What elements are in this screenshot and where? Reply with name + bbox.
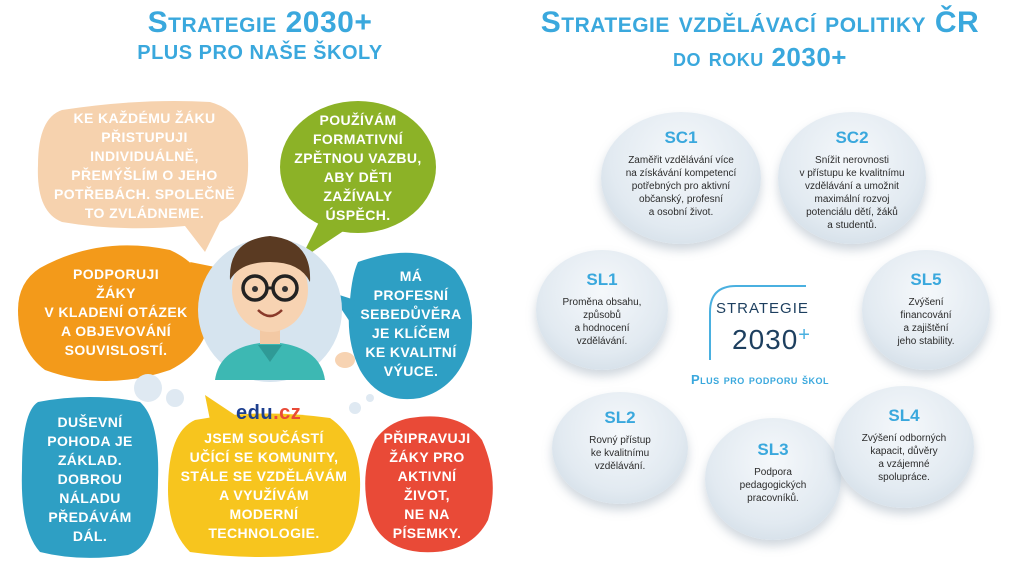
goal-sc2	[778, 112, 926, 244]
edu-logo-main: edu	[236, 402, 274, 424]
goal-code: SL3	[757, 440, 789, 459]
edu-logo-tld: .cz	[273, 402, 302, 424]
strategie-logo-word: STRATEGIE	[716, 300, 809, 317]
bubble-individual-approach	[42, 110, 247, 222]
goal-text: Podpora pedagogických pracovníků.	[739, 467, 807, 504]
bubble-text: JSEM SOUČÁSTÍ UČÍCÍ SE KOMUNITY, STÁLE SE VZDĚLÁVÁM A VYUŽÍVÁM MODERNÍ TECHNOLOGIE.	[180, 430, 348, 541]
goal-code: SC2	[835, 128, 869, 147]
goal-text: Snížit nerovnosti v přístupu ke kvalitnímu vzdělávání a umožnit maximální rozvoj potenciálu dětí, žáků a studentů.	[799, 155, 905, 231]
bubble-active-life	[364, 420, 490, 552]
center-tagline: Plus pro podporu škol	[690, 372, 829, 387]
thought-dot-3	[349, 402, 361, 414]
right-subtitle: do roku 2030+	[673, 42, 847, 72]
thought-dot-2	[166, 389, 184, 407]
right-title: Strategie vzdělávací politiky ČR	[540, 6, 980, 39]
bubble-support-questions	[22, 250, 210, 375]
left-title: Strategie 2030+	[147, 6, 373, 39]
bubble-text: PODPORUJI ŽÁKY V KLADENÍ OTÁZEK A OBJEVOVÁNÍ SOUVISLOSTÍ.	[44, 266, 188, 358]
goal-sc1	[601, 112, 761, 244]
goal-text: Zvýšení financování a zajištění jeho stability.	[897, 297, 955, 347]
strategie-logo-year-group	[732, 324, 811, 356]
strategie-logo-year: 2030	[732, 324, 799, 355]
goal-code: SL5	[910, 270, 942, 289]
bubble-formative-feedback	[282, 106, 434, 230]
bubble-text: PŘIPRAVUJI ŽÁKY PRO AKTIVNÍ ŽIVOT, NE NA PÍSEMKY.	[383, 430, 471, 541]
goal-code: SL1	[586, 270, 618, 289]
bubble-text: DUŠEVNÍ POHODA JE ZÁKLAD. DOBROU NÁLADU PŘEDÁVÁM DÁL.	[47, 413, 133, 544]
bubble-text: MÁ PROFESNÍ SEBEDŮVĚRA JE KLÍČEM KE KVALITNÍ VÝUCE.	[360, 268, 462, 379]
goal-text: Proměna obsahu, způsobů a hodnocení vzdělávání.	[562, 297, 642, 347]
goal-sl1	[536, 250, 668, 370]
goal-code: SL2	[604, 408, 636, 427]
goal-sl3	[705, 418, 841, 540]
goal-code: SL4	[888, 406, 920, 425]
thought-dot-4	[366, 394, 374, 402]
bubble-learning-community	[168, 420, 360, 552]
goal-text: Zvýšení odborných kapacit, důvěry a vzájemné spolupráce.	[861, 433, 947, 483]
goal-code: SC1	[664, 128, 698, 147]
bubble-wellbeing	[22, 404, 158, 554]
bubble-text: KE KAŽDÉMU ŽÁKU PŘISTUPUJI INDIVIDUÁLNĚ, PŘEMÝŠLÍM O JEHO POTŘEBÁCH. SPOLEČNĚ TO ZVLÁDNEME.	[53, 110, 236, 221]
left-subtitle: PLUS PRO NAŠE ŠKOLY	[137, 42, 383, 64]
strategie-logo-plus: +	[798, 324, 811, 346]
bubble-text: POUŽÍVÁM FORMATIVNÍ ZPĚTNOU VAZBU, ABY DĚTI ZAŽÍVALY ÚSPĚCH.	[294, 112, 422, 223]
bubble-professional-confidence	[352, 255, 470, 393]
goal-sl5	[862, 250, 990, 370]
goal-sl2	[552, 392, 688, 504]
thought-dot-1	[134, 374, 162, 402]
goal-text: Rovný přístup ke kvalitnímu vzdělávání.	[589, 435, 651, 472]
goal-sl4	[834, 386, 974, 508]
goal-text: Zaměřit vzdělávání více na získávání kompetencí potřebných pro aktivní občanský, profesní a osobní život.	[625, 155, 737, 218]
